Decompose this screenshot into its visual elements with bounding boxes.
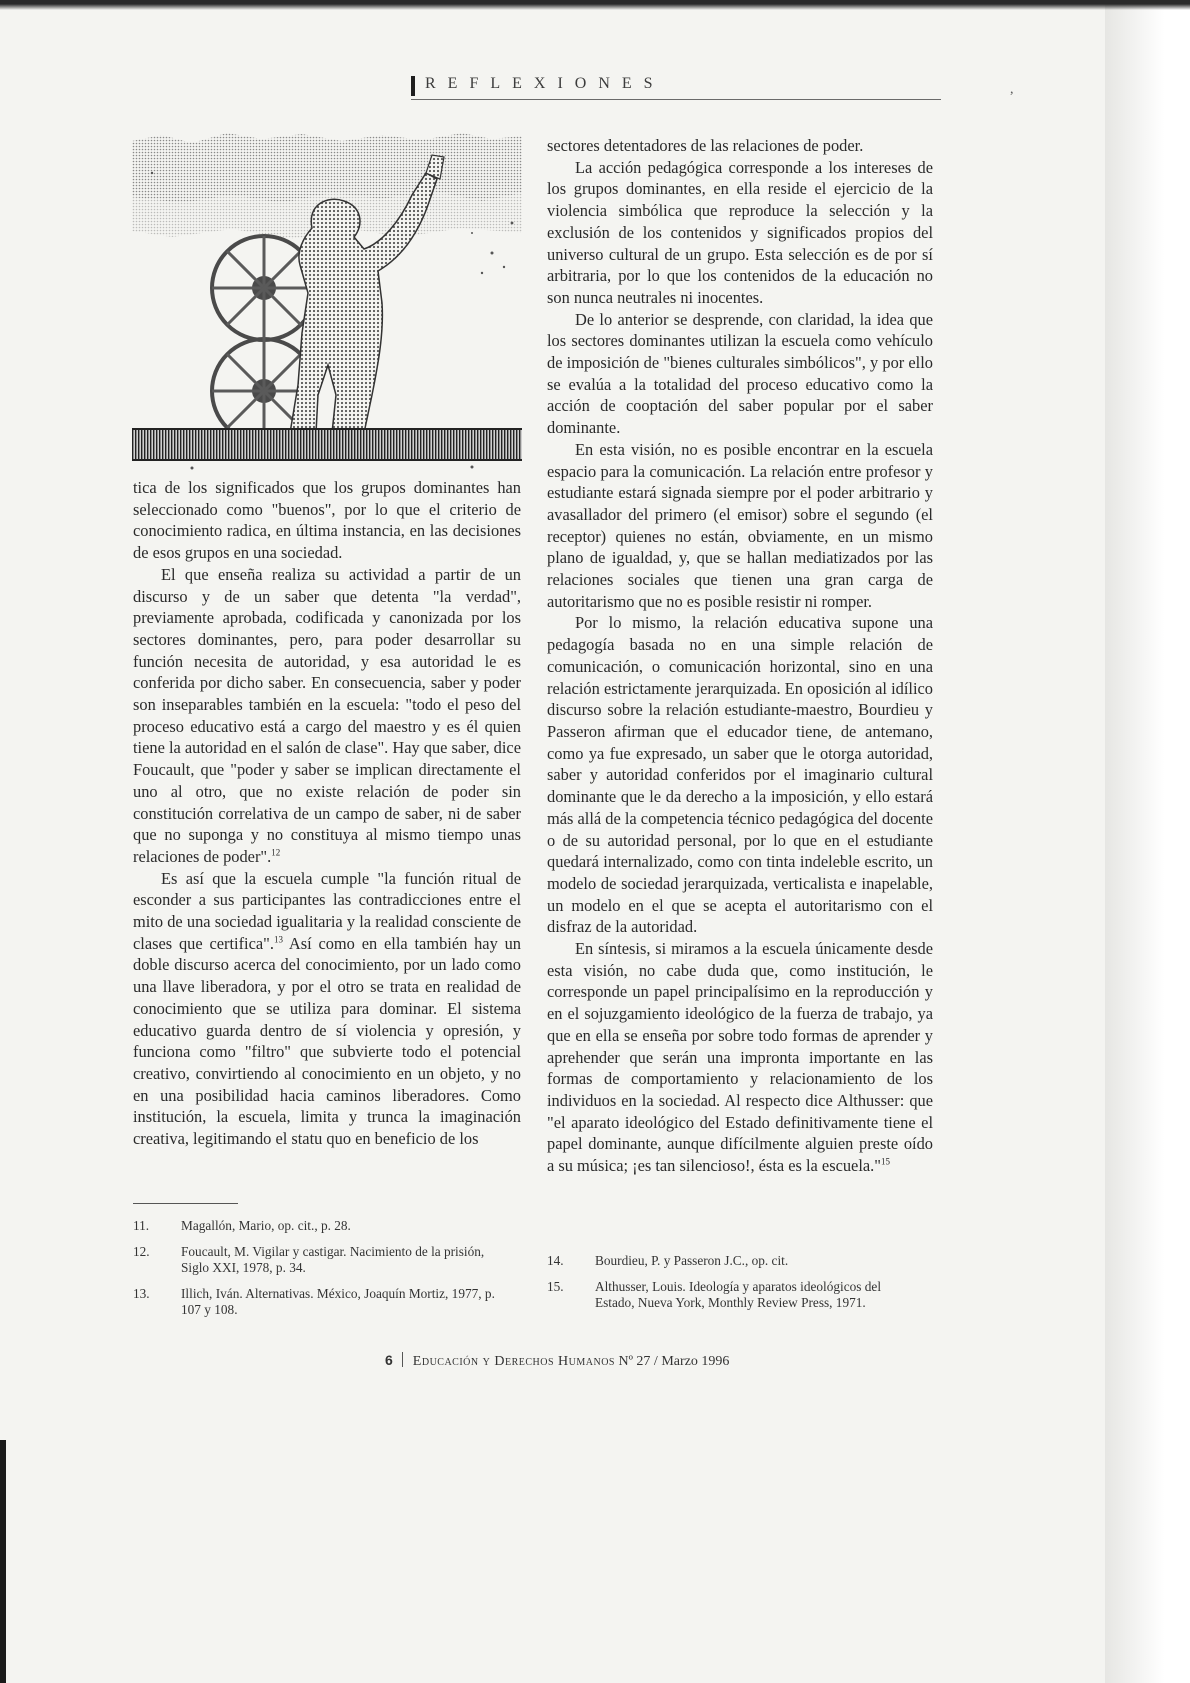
header-mark: , <box>1010 82 1014 97</box>
issue-info: Nº 27 / Marzo 1996 <box>618 1354 730 1369</box>
footnote-number: 12. <box>133 1244 150 1259</box>
page-number: 6 <box>385 1352 393 1368</box>
footnote-text: Illich, Iván. Alternativas. México, Joaquín Mortiz, 1977, p. 107 y 108. <box>181 1286 495 1317</box>
footnote-rule <box>133 1203 238 1204</box>
paragraph <box>133 564 521 868</box>
paragraph-text: Es así que la escuela cumple "la función ritual de esconder a sus participantes las contradicciones entre el mito de una sociedad igualitaria y la realidad consciente de clases que certifica". <box>133 868 521 953</box>
paragraph: sectores detentadores de las relaciones de poder. <box>547 136 864 155</box>
paragraph: tica de los significados que los grupos dominantes han seleccionado como "buenos", por lo que el criterio de conocimiento radica, en última instancia, en las decisiones de esos grupos en una sociedad. <box>133 478 521 563</box>
header-bar <box>411 76 415 96</box>
footnote-ref: 13 <box>273 934 283 945</box>
publication-name: Educación y Derechos Humanos <box>412 1354 615 1369</box>
footnote <box>133 1218 505 1234</box>
footnote-number: 15. <box>547 1279 564 1294</box>
top-edge-shadow <box>0 0 1190 10</box>
footnotes-left <box>133 1218 505 1328</box>
scan-left-edge <box>0 1440 6 1683</box>
left-column <box>133 477 521 1150</box>
footnote <box>547 1279 919 1311</box>
paragraph <box>547 938 933 1177</box>
footnote-text: Althusser, Louis. Ideología y aparatos ideológicos del Estado, Nueva York, Monthly Review Press, 1971. <box>595 1279 882 1310</box>
ripped-poster-icon <box>132 133 522 475</box>
footnote <box>547 1253 919 1269</box>
paragraph: En esta visión, no es posible encontrar en la escuela espacio para la comunicación. La relación entre profesor y estudiante estará signada siempre por el poder arbitrario y avasallador del primero (el emisor) sobre el segundo (el receptor) quienes no están, obviamente, en un mismo plano de igualdad, y, que se hallan mediatizados por las relaciones sociales que tienen una gran carga de autoritarismo que no es posible resistir ni romper. <box>547 439 933 611</box>
footnote-number: 11. <box>133 1218 150 1233</box>
illustration <box>132 133 522 475</box>
paragraph-text: En síntesis, si miramos a la escuela únicamente desde esta visión, no cabe duda que, como institución, le corresponde un papel principalísimo en la reproducción y en el sojuzgamiento ideológico de la fuerza de trabajo, ya que en ella se enseña por sobre todo formas de aprender y aprehender que serán una impronta importante en las formas de comportamiento y relacionamiento de los individuos en la sociedad. Al respecto dice Althusser: que "el aparato ideológico del Estado definitivamente tiene el papel dominante, aunque difícilmente alguien preste oído a su música; ¡es tan silencioso!, ésta es la escuela." <box>547 939 933 1176</box>
footnote-number: 14. <box>547 1253 564 1268</box>
footnote <box>133 1286 505 1318</box>
footnote-ref: 15 <box>880 1156 890 1167</box>
page-footer <box>385 1352 729 1370</box>
paragraph: De lo anterior se desprende, con claridad, la idea que los sectores dominantes utilizan la escuela como vehículo de imposición de "bienes culturales simbólicos", y por ello se evalúa a la totalidad del proceso educativo como la acción de cooptación del saber popular por el saber dominante. <box>547 309 933 438</box>
footer-separator <box>402 1352 403 1367</box>
footnote-number: 13. <box>133 1286 150 1301</box>
paragraph: Por lo mismo, la relación educativa supone una pedagogía basada no en una simple relación de comunicación, o comunicación horizontal, sino en una relación estrictamente jerarquizada. En oposición al idílico discurso sobre la relación estudiante-maestro, Bourdieu y Passeron afirman que el educador tiene, de antemano, como ya fue expresado, un saber que le otorga autoridad, saber y autoridad conferidos por el imaginario cultural dominante que le da derecho a la imposición, y ello estará más allá de la competencia técnico pedagógica del docente o de su autoridad personal, por lo que en el estudiante quedará internalizado, como con tinta indeleble escrito, un modelo de sociedad jerarquizada, verticalista e inapelable, un modelo en el que se acepta el autoritarismo con el disfraz de la autoridad. <box>547 613 933 937</box>
page-edge-shadow <box>1105 0 1190 1683</box>
footnote-text: Magallón, Mario, op. cit., p. 28. <box>181 1218 351 1233</box>
paragraph-text: El que enseña realiza su actividad a partir de un discurso y de un saber que detenta "la verdad", previamente aprobada, codificada y canonizada por los sectores dominantes, pero, para poder desarrollar su función necesita de autoridad, y esa autoridad le es conferida por dicho saber. En consecuencia, saber y poder son inseparables también en la escuela: "todo el peso del proceso educativo está a cargo del maestro y es él quien tiene la autoridad en el salón de clase". Hay que saber, dice Foucault, que "poder y saber se implican directamente el uno al otro, que no existe relación de poder sin constitución correlativa de un campo de saber, ni de saber que no suponga y no constituya al mismo tiempo unas relaciones de poder". <box>133 564 521 866</box>
footnote-text: Bourdieu, P. y Passeron J.C., op. cit. <box>595 1253 789 1268</box>
paragraph-text: Así como en ella también hay un doble discurso acerca del conocimiento, por un lado como una llave liberadora, y por el otro se trata en realidad de conocimiento que se utiliza para dominar. El sistema educativo guarda dentro de sí violencia y opresión, y funciona como "filtro" que subvierte todo el potencial creativo, convirtiendo al conocimiento en un objeto, y no en una posibilidad hacia caminos liberadores. Como institución, la escuela, limita y trunca la imaginación creativa, legitimando el statu quo en beneficio de los <box>133 933 521 1149</box>
right-column <box>547 135 933 1177</box>
footnotes-right <box>547 1253 919 1321</box>
section-title: REFLEXIONES <box>425 75 665 92</box>
paragraph <box>133 868 521 1150</box>
running-header <box>411 73 941 100</box>
footnote-ref: 12 <box>271 847 281 858</box>
footnote-text: Foucault, M. Vigilar y castigar. Nacimiento de la prisión, Siglo XXI, 1978, p. 34. <box>181 1244 485 1275</box>
footnote <box>133 1244 505 1276</box>
paragraph: La acción pedagógica corresponde a los intereses de los grupos dominantes, en ella reside el ejercicio de la violencia simbólica que reproduce la selección y la exclusión de los contenidos y significados propios del universo cultural de un grupo. Esta selección es de por sí arbitraria, por lo que los contenidos de la educación no son nunca neutrales ni inocentes. <box>547 157 933 307</box>
